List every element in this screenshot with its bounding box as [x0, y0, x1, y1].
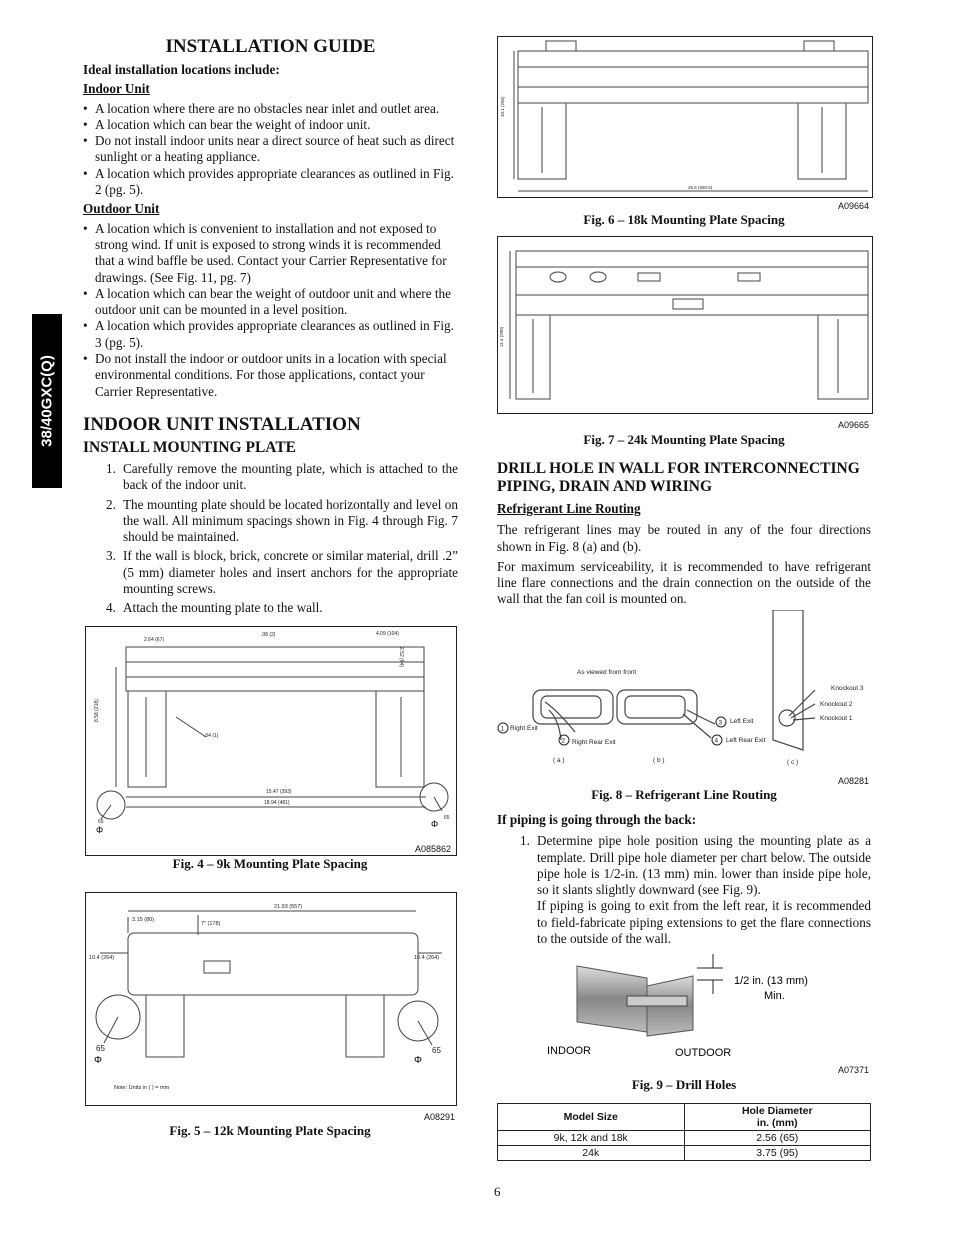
fig5-dim-4: 10.4 (264) — [89, 955, 115, 961]
list-item — [83, 548, 458, 597]
indoor-install-title: INDOOR UNIT INSTALLATION — [83, 414, 361, 435]
page-number: 6 — [494, 1184, 501, 1199]
list-item: • A location which can bear the weight of indoor unit. — [83, 117, 458, 133]
fig6-dim-1: 25.6 (650.5) — [688, 185, 713, 190]
fig5-dim-5: 10.4 (264) — [414, 955, 440, 961]
list-item: • Do not install the indoor or outdoor units in a location with special environmental conditions. For those applications, contact your Carrier Representative. — [83, 351, 458, 400]
installation-guide-title: INSTALLATION GUIDE — [165, 36, 376, 57]
fig4-dim-6: 15.47 (393) — [266, 789, 292, 795]
fig5-figure — [85, 892, 457, 1106]
step-number: 1. — [520, 833, 530, 849]
fig5-dim-1: 21.93 (557) — [274, 904, 303, 910]
table-header-line: in. (mm) — [756, 1117, 798, 1129]
step-number: 1. — [106, 461, 116, 476]
step-text: Carefully remove the mounting plate, which is attached to the back of the indoor unit. — [123, 461, 458, 493]
fig8-right-rear-exit: Right Rear Exit — [572, 739, 616, 746]
fig7-figure — [497, 236, 873, 414]
fig8-diagram — [497, 610, 871, 780]
fig8-label-a: ( a ) — [553, 757, 565, 764]
fig5-dim-6: 65 — [96, 1044, 105, 1053]
fig6-caption: Fig. 6 – 18k Mounting Plate Spacing — [583, 212, 785, 227]
installation-guide-section — [83, 36, 458, 400]
fig4-figure — [85, 626, 457, 856]
fig4-dim-4: 8.58 (218) — [94, 699, 100, 722]
side-tab-label: 38/40GXC(Q) — [38, 355, 56, 447]
list-item — [497, 833, 871, 898]
fig8-front-label: As viewed from front — [577, 669, 637, 676]
fig4-dim-10: 65 — [444, 815, 450, 821]
fig8-num-3: 3 — [718, 719, 723, 727]
fig8-label-b: ( b ) — [653, 757, 665, 764]
phi-icon: Φ — [414, 1055, 422, 1066]
list-item — [83, 461, 458, 494]
list-item: • A location which is convenient to installation and not exposed to strong wind. If unit is exposed to strong winds it is recommended that a wind baffle be used. Contact your Carrier Representative for drawings. (See Fig. 11, pg. 7) — [83, 221, 458, 286]
side-tab — [32, 314, 62, 488]
fig8-knockout-2: Knockout 2 — [820, 701, 853, 708]
fig6-figure — [497, 36, 873, 198]
fig8-num-1: 1 — [500, 725, 505, 733]
back-steps-list — [497, 833, 871, 947]
fig6-diagram — [498, 37, 872, 197]
mounting-plate-subtitle: INSTALL MOUNTING PLATE — [83, 439, 297, 456]
fig6-id: A09664 — [838, 201, 870, 211]
routing-paragraph-2: For maximum serviceability, it is recommended to have refrigerant line flare connections and the drain connection on the outside of the wall that the fan coil is mounted on. — [497, 558, 871, 607]
fig8-caption: Fig. 8 – Refrigerant Line Routing — [591, 787, 777, 802]
fig8-id: A08281 — [838, 776, 870, 786]
outdoor-unit-heading: Outdoor Unit — [83, 201, 160, 217]
step-number: 2. — [106, 496, 116, 512]
routing-paragraph-1: The refrigerant lines may be routed in any of the four directions shown in Fig. 8 (a) and (b). — [497, 522, 871, 554]
back-piping-heading: If piping is going through the back: — [497, 812, 697, 827]
list-item: • A location where there are no obstacles near inlet and outlet area. — [83, 101, 458, 117]
list-item — [497, 898, 871, 947]
list-item: • A location which can bear the weight of outdoor unit and where the outdoor unit can be mounted in a level position. — [83, 286, 458, 319]
fig4-id: A085862 — [415, 844, 452, 854]
fig8-num-2: 2 — [561, 737, 566, 745]
phi-icon: Φ — [431, 819, 439, 829]
fig8-knockout-3: Knockout 3 — [831, 685, 864, 692]
steps-list — [83, 461, 458, 617]
step-text: Attach the mounting plate to the wall. — [123, 600, 323, 616]
fig5-caption: Fig. 5 – 12k Mounting Plate Spacing — [169, 1123, 371, 1138]
table-cell: 24k — [498, 1146, 685, 1161]
fig5-dim-3: 7" (178) — [201, 921, 221, 927]
routing-heading: Refrigerant Line Routing — [497, 501, 641, 516]
fig9-dim: 1/2 in. (13 mm) — [734, 975, 808, 987]
fig4-dim-7: 18.94 (481) — [264, 800, 290, 806]
fig9-figure — [497, 950, 871, 1066]
fig8-left-exit: Left Exit — [730, 718, 754, 725]
fig4-caption: Fig. 4 – 9k Mounting Plate Spacing — [172, 856, 368, 871]
drill-section — [497, 460, 871, 608]
step-text: Determine pipe hole position using the mounting plate as a template. Drill pipe hole diameter per chart below. The outside pipe hole is 1/2-in. (13 mm) min. lower than inside pipe hole, so it slants slightly downward (see Fig. 9). — [537, 833, 871, 898]
hole-diameter-table — [497, 1103, 871, 1161]
table-row — [498, 1146, 871, 1161]
list-item: • Do not install indoor units near a direct source of heat such as direct sunlight or a heating appliance. — [83, 133, 458, 166]
fig9-caption: Fig. 9 – Drill Holes — [631, 1077, 737, 1092]
step-text: If piping is going to exit from the left rear, it is recommended to field-fabricate piping extensions to get the flare connections to the outside of the wall. — [537, 898, 871, 947]
step-text: The mounting plate should be located horizontally and level on the wall. All minimum spacings shown in Fig. 4 through Fig. 7 should be maintained. — [123, 496, 458, 545]
fig7-dim-1: 11.4 (290) — [499, 326, 504, 347]
fig5-id: A08291 — [424, 1112, 456, 1122]
fig4-dim-8: 2.52 (64) — [398, 647, 404, 668]
list-item: • A location which provides appropriate clearances as outlined in Fig. 3 (pg. 5). — [83, 318, 458, 351]
fig8-knockout-1: Knockout 1 — [820, 715, 853, 722]
table-cell: 3.75 (95) — [684, 1146, 871, 1161]
drill-title: DRILL HOLE IN WALL FOR INTERCONNECTING PIPING, DRAIN AND WIRING — [497, 460, 860, 495]
fig5-dim-2: 3.15 (80) — [132, 917, 155, 923]
indoor-list — [83, 101, 458, 199]
fig4-diagram — [86, 627, 456, 855]
fig5-note: Note: Units in ( ) = mm — [114, 1085, 170, 1091]
fig8-num-4: 4 — [714, 737, 719, 745]
fig4-dim-9: 65 — [98, 819, 104, 825]
table-cell: 9k, 12k and 18k — [498, 1131, 685, 1146]
table-header: Model Size — [498, 1104, 685, 1131]
fig4-dim-2: .08 (2) — [261, 632, 276, 638]
step-number: 4. — [106, 600, 116, 616]
table-header-row — [498, 1104, 871, 1131]
phi-icon: Φ — [96, 825, 104, 835]
back-piping-section — [497, 812, 871, 947]
fig9-indoor-label: INDOOR — [547, 1045, 591, 1057]
list-item — [83, 600, 458, 616]
fig4-dim-5: .04 (1) — [204, 733, 219, 739]
fig8-figure — [497, 610, 871, 780]
list-item: • A location which provides appropriate clearances as outlined in Fig. 2 (pg. 5). — [83, 166, 458, 199]
fig4-dim-1: 2.64 (67) — [144, 637, 165, 643]
table-header-line: Hole Diameter — [741, 1105, 813, 1117]
fig8-right-exit: Right Exit — [510, 725, 538, 732]
fig9-dim-min: Min. — [764, 990, 785, 1002]
fig5-diagram — [86, 893, 456, 1105]
fig7-id: A09665 — [838, 420, 870, 430]
fig5-dim-7: 65 — [432, 1046, 441, 1055]
fig9-outdoor-label: OUTDOOR — [675, 1047, 732, 1059]
fig4-dim-3: 4.09 (104) — [376, 631, 399, 637]
step-text: If the wall is block, brick, concrete or similar material, drill .2” (5 mm) diameter holes and insert anchors for the appropriate mounting screws. — [123, 548, 458, 597]
table-cell: 2.56 (65) — [684, 1131, 871, 1146]
fig7-diagram — [498, 237, 872, 413]
table-header — [684, 1104, 871, 1131]
fig6-dim-2: 10.1 (256) — [500, 96, 505, 117]
fig7-caption: Fig. 7 – 24k Mounting Plate Spacing — [583, 432, 785, 447]
fig8-label-c: ( c ) — [787, 759, 799, 766]
table-row — [498, 1131, 871, 1146]
outdoor-list — [83, 221, 458, 400]
list-item — [83, 497, 458, 546]
fig9-diagram — [497, 950, 871, 1066]
fig8-left-rear-exit: Left Rear Exit — [726, 737, 766, 744]
intro-text: Ideal installation locations include: — [83, 62, 280, 77]
indoor-unit-heading: Indoor Unit — [83, 81, 150, 97]
indoor-install-section — [83, 414, 458, 617]
phi-icon: Φ — [94, 1055, 102, 1066]
fig9-id: A07371 — [838, 1065, 870, 1075]
step-number: 3. — [106, 548, 116, 564]
